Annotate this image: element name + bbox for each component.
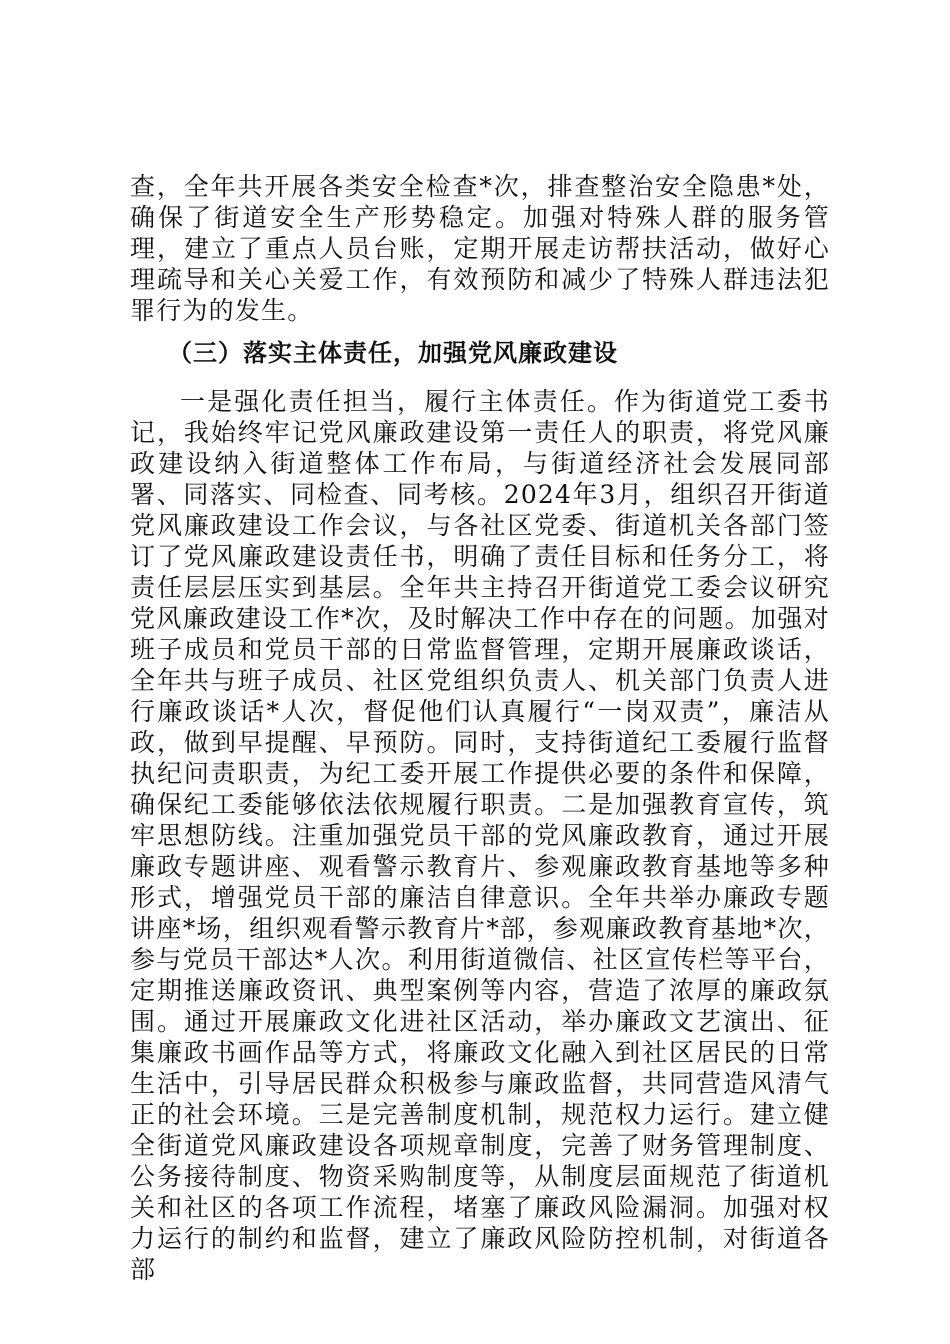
section-heading: （三）落实主体责任，加强党风廉政建设 — [168, 339, 618, 367]
paragraph-continuation: 查，全年共开展各类安全检查*次，排查整治安全隐患*处，确保了街道安全生产形势稳定。加强对特殊人群的服务管理，建立了重点人员台账，定期开展走访帮扶活动，做好心理疏导和关心关爱工作，有效预防和减少了特殊人群违法犯罪行为的发生。 — [130, 172, 830, 325]
paragraph-main: 一是强化责任担当，履行主体责任。作为街道党工委书记，我始终牢记党风廉政建设第一责任人的职责，将党风廉政建设纳入街道整体工作布局，与街道经济社会发展同部署、同落实、同检查、同考核。2024年3月，组织召开街道党风廉政建设工作会议，与各社区党委、街道机关各部门签订了党风廉政建设责任书，明确了责任目标和任务分工，将责任层层压实到基层。全年共主持召开街道党工委会议研究党风廉政建设工作*次，及时解决工作中存在的问题。加强对班子成员和党员干部的日常监督管理，定期开展廉政谈话，全年共与班子成员、社区党组织负责人、机关部门负责人进行廉政谈话*人次，督促他们认真履行“一岗双责”，廉洁从政，做到早提醒、早预防。同时，支持街道纪工委履行监督执纪问责职责，为纪工委开展工作提供必要的条件和保障，确保纪工委能够依法依规履行职责。二是加强教育宣传，筑牢思想防线。注重加强党员干部的党风廉政教育，通过开展廉政专题讲座、观看警示教育片、参观廉政教育基地等多种形式，增强党员干部的廉洁自律意识。全年共举办廉政专题讲座*场，组织观看警示教育片*部，参观廉政教育基地*次，参与党员干部达*人次。利用街道微信、社区宣传栏等平台，定期推送廉政资讯、典型案例等内容，营造了浓厚的廉政氛围。通过开展廉政文化进社区活动，举办廉政文艺演出、征集廉政书画作品等方式，将廉政文化融入到社区居民的日常生活中，引导居民群众积极参与廉政监督，共同营造风清气正的社会环境。三是完善制度机制，规范权力运行。建立健全街道党风廉政建设各项规章制度，完善了财务管理制度、公务接待制度、物资采购制度等，从制度层面规范了街道机关和社区的各项工作流程，堵塞了廉政风险漏洞。加强对权力运行的制约和监督，建立了廉政风险防控机制，对街道各部 — [130, 387, 830, 1284]
